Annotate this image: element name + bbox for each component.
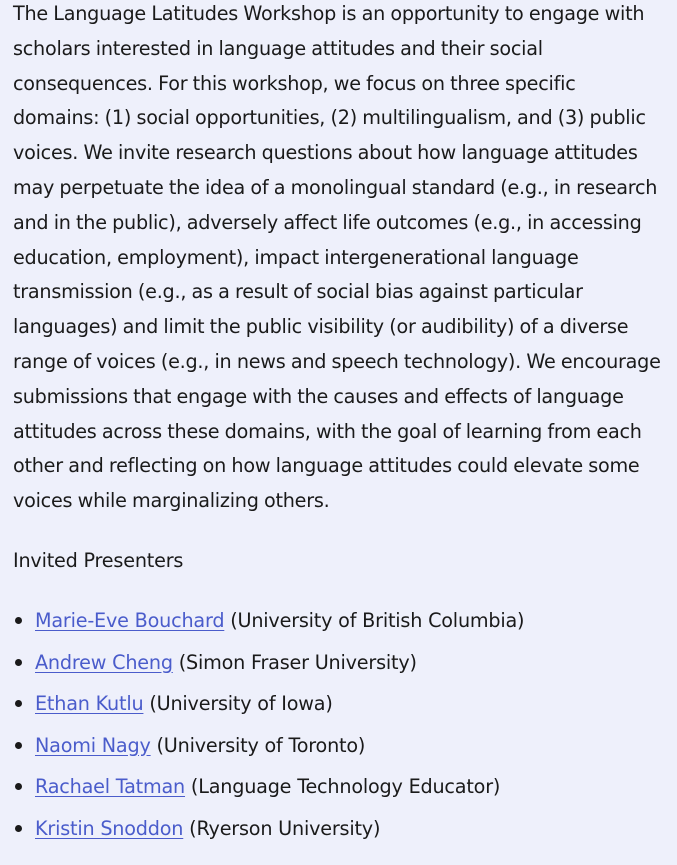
list-item (13, 689, 667, 731)
workshop-description: The Language Latitudes Workshop is an opportunity to engage with scholars interested in language attitudes and their social consequences. For this workshop, we focus on three specific domains: (1) social opportunities, (2) multilingualism, and (3) public voices. We invite research questions about how language attitudes may perpetuate the idea of a monolingual standard (e.g., in research and in the public), adversely affect life outcomes (e.g., in accessing education, employment), impact intergenerational language transmission (e.g., as a result of social bias against particular languages) and limit the public visibility (or audibility) of a diverse range of voices (e.g., in news and speech technology). We encourage submissions that engage with the causes and effects of language attitudes across these domains, with the goal of learning from each other and reflecting on how language attitudes could elevate some voices while marginalizing others. (13, 2, 661, 513)
list-item (13, 648, 667, 690)
presenter-link[interactable]: Rachael Tatman (35, 775, 186, 799)
bullet-icon (15, 742, 22, 749)
list-item (13, 606, 667, 648)
bullet-icon (15, 825, 22, 832)
list-item (13, 814, 667, 856)
presenter-link[interactable]: Andrew Cheng (35, 650, 173, 674)
presenter-affiliation: (Ryerson University) (183, 816, 381, 840)
bullet-icon (15, 783, 22, 790)
presenter-affiliation: (University of Toronto) (150, 733, 366, 757)
bullet-icon (15, 659, 22, 666)
presenter-link[interactable]: Marie-Eve Bouchard (35, 608, 225, 632)
presenter-link[interactable]: Kristin Snoddon (35, 816, 184, 840)
presenter-link[interactable]: Naomi Nagy (35, 733, 151, 757)
bullet-icon (15, 617, 22, 624)
presenter-list (13, 606, 667, 856)
invited-presenters-heading: Invited Presenters (13, 548, 184, 572)
presenter-affiliation: (Simon Fraser University) (172, 650, 417, 674)
bullet-icon (15, 700, 22, 707)
presenter-link[interactable]: Ethan Kutlu (35, 692, 144, 716)
presenter-affiliation: (University of Iowa) (143, 692, 333, 716)
presenter-affiliation: (Language Technology Educator) (185, 775, 501, 799)
presenter-affiliation: (University of British Columbia) (224, 608, 525, 632)
list-item (13, 772, 667, 814)
list-item (13, 731, 667, 773)
